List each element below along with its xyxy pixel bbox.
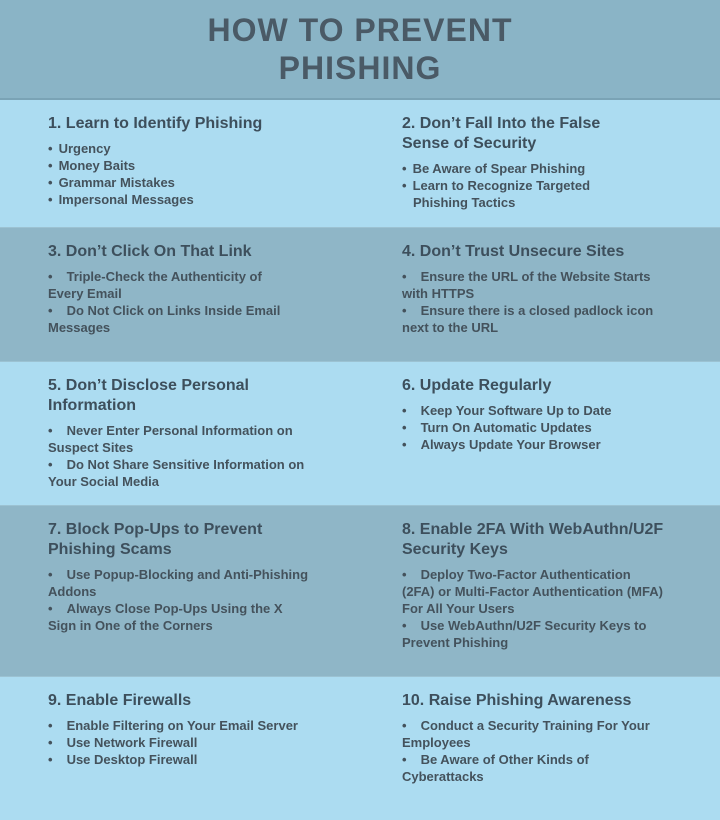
- list-item: • Ensure there is a closed padlock icon: [402, 302, 708, 319]
- list-item: Messages: [48, 320, 111, 335]
- bullet-list: [402, 717, 708, 785]
- section-heading: 6. Update Regularly: [402, 377, 552, 394]
- section-heading: 1. Learn to Identify Phishing: [48, 115, 263, 132]
- list-item: • Be Aware of Spear Phishing: [402, 160, 708, 177]
- list-item: • Never Enter Personal Information on: [48, 422, 348, 439]
- section-2: [360, 100, 720, 227]
- bullet-list: [402, 402, 708, 453]
- list-item: Suspect Sites: [48, 440, 134, 455]
- list-item: • Ensure the URL of the Website Starts: [402, 268, 708, 285]
- band-1: [0, 100, 720, 228]
- section-10: [360, 677, 720, 820]
- band-3: [0, 362, 720, 506]
- section-heading: 7. Block Pop-Ups to Prevent Phishing Scams: [48, 521, 263, 558]
- section-4: [360, 228, 720, 361]
- band-2: [0, 228, 720, 362]
- section-3: [0, 228, 360, 361]
- band-4: [0, 506, 720, 677]
- section-heading: 2. Don’t Fall Into the False Sense of Security: [402, 115, 601, 152]
- list-item: • Turn On Automatic Updates: [402, 419, 708, 436]
- list-item: • Impersonal Messages: [48, 191, 348, 208]
- list-item: • Do Not Click on Links Inside Email: [48, 302, 348, 319]
- list-item: Cyberattacks: [402, 769, 484, 784]
- bullet-list: [48, 140, 348, 208]
- list-item: • Grammar Mistakes: [48, 174, 348, 191]
- section-heading: 4. Don’t Trust Unsecure Sites: [402, 243, 625, 260]
- list-item: • Use WebAuthn/U2F Security Keys to: [402, 617, 708, 634]
- section-6: [360, 362, 720, 505]
- bullet-list: [48, 717, 348, 768]
- list-item: • Money Baits: [48, 157, 348, 174]
- bullet-list: [48, 566, 348, 634]
- header: [0, 0, 720, 100]
- list-item: Your Social Media: [48, 474, 160, 489]
- list-item: (2FA) or Multi-Factor Authentication (MFA): [402, 584, 663, 599]
- bullet-list: [402, 160, 708, 211]
- band-5: [0, 677, 720, 820]
- list-item: Employees: [402, 735, 471, 750]
- list-item: Phishing Tactics: [413, 195, 516, 210]
- section-9: [0, 677, 360, 820]
- list-item: • Use Network Firewall: [48, 734, 348, 751]
- list-item: • Conduct a Security Training For Your: [402, 717, 708, 734]
- list-item: For All Your Users: [402, 601, 515, 616]
- section-5: [0, 362, 360, 505]
- list-item: • Keep Your Software Up to Date: [402, 402, 708, 419]
- list-item: • Always Close Pop-Ups Using the X: [48, 600, 348, 617]
- list-item: Sign in One of the Corners: [48, 618, 213, 633]
- list-item: • Enable Filtering on Your Email Server: [48, 717, 348, 734]
- bullet-list: [48, 268, 348, 336]
- section-heading: 8. Enable 2FA With WebAuthn/U2F Security Keys: [402, 521, 664, 558]
- list-item: • Learn to Recognize Targeted: [402, 177, 708, 194]
- section-heading: 3. Don’t Click On That Link: [48, 243, 252, 260]
- section-7: [0, 506, 360, 676]
- section-8: [360, 506, 720, 676]
- list-item: • Urgency: [48, 140, 348, 157]
- bullet-list: [402, 268, 708, 336]
- list-item: • Be Aware of Other Kinds of: [402, 751, 708, 768]
- list-item: • Triple-Check the Authenticity of: [48, 268, 348, 285]
- bullet-list: [48, 422, 348, 490]
- list-item: with HTTPS: [402, 286, 475, 301]
- list-item: Prevent Phishing: [402, 635, 509, 650]
- list-item: Addons: [48, 584, 97, 599]
- bullet-list: [402, 566, 708, 651]
- list-item: • Do Not Share Sensitive Information on: [48, 456, 348, 473]
- list-item: • Always Update Your Browser: [402, 436, 708, 453]
- list-item: • Use Popup-Blocking and Anti-Phishing: [48, 566, 348, 583]
- section-heading: 10. Raise Phishing Awareness: [402, 692, 632, 709]
- page-title: HOW TO PREVENT PHISHING: [207, 12, 513, 86]
- section-heading: 5. Don’t Disclose Personal Information: [48, 377, 249, 414]
- list-item: • Deploy Two-Factor Authentication: [402, 566, 708, 583]
- list-item: next to the URL: [402, 320, 499, 335]
- list-item: Every Email: [48, 286, 122, 301]
- list-item: • Use Desktop Firewall: [48, 751, 348, 768]
- section-1: [0, 100, 360, 227]
- section-heading: 9. Enable Firewalls: [48, 692, 192, 709]
